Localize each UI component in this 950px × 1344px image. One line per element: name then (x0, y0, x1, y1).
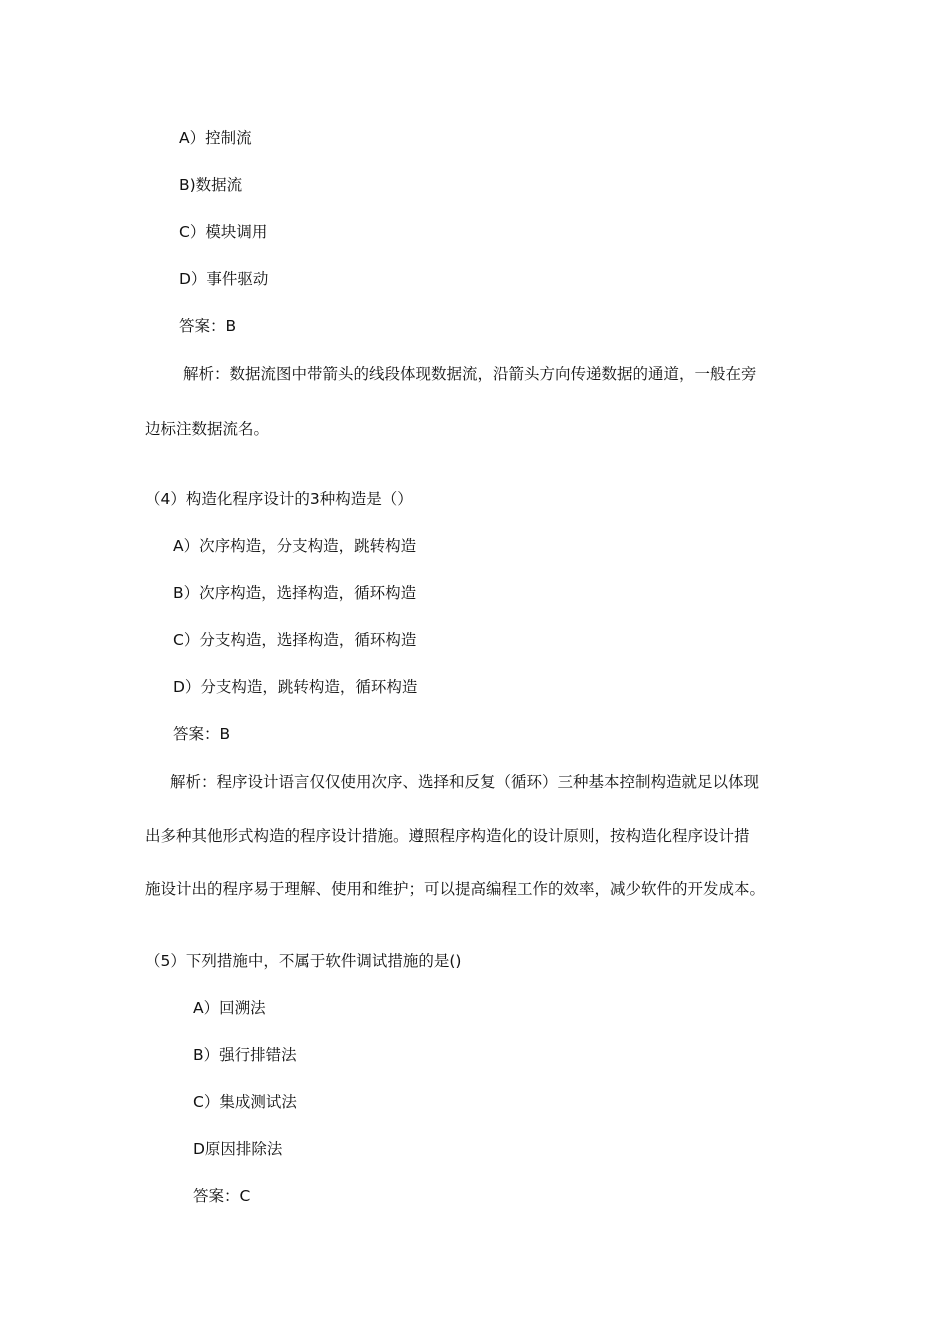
q3-answer: 答案：B (179, 317, 237, 335)
q5-option-c: C）集成测试法 (193, 1093, 297, 1111)
q3-option-a: A）控制流 (179, 129, 252, 147)
q5-question: （5）下列措施中，不属于软件调试措施的是() (145, 952, 462, 970)
q3-analysis-line-2: 边标注数据流名。 (145, 420, 270, 438)
q5-answer: 答案：C (193, 1187, 251, 1205)
q4-option-b: B）次序构造，选择构造，循环构造 (173, 584, 417, 602)
q4-analysis-line-2: 出多种其他形式构造的程序设计措施。遵照程序构造化的设计原则，按构造化程序设计措 (145, 827, 750, 845)
q4-option-c: C）分支构造，选择构造，循环构造 (173, 631, 417, 649)
q4-option-d: D）分支构造，跳转构造，循环构造 (173, 678, 418, 696)
q3-analysis-line-1: 解析：数据流图中带箭头的线段体现数据流，沿箭头方向传递数据的通道，一般在旁 (183, 365, 757, 383)
q4-analysis-line-3: 施设计出的程序易于理解、使用和维护；可以提高编程工作的效率，减少软件的开发成本。 (145, 880, 766, 898)
q4-option-a: A）次序构造，分支构造，跳转构造 (173, 537, 417, 555)
q4-analysis-line-1: 解析：程序设计语言仅仅使用次序、选择和反复（循环）三种基本控制构造就足以体现 (170, 773, 760, 791)
q5-option-d: D原因排除法 (193, 1140, 283, 1158)
q5-option-a: A）回溯法 (193, 999, 266, 1017)
q5-option-b: B）强行排错法 (193, 1046, 297, 1064)
q4-answer: 答案：B (173, 725, 231, 743)
q4-question: （4）构造化程序设计的3种构造是（） (145, 490, 413, 508)
q3-option-c: C）模块调用 (179, 223, 268, 241)
q3-option-b: B)数据流 (179, 176, 243, 194)
q3-option-d: D）事件驱动 (179, 270, 269, 288)
